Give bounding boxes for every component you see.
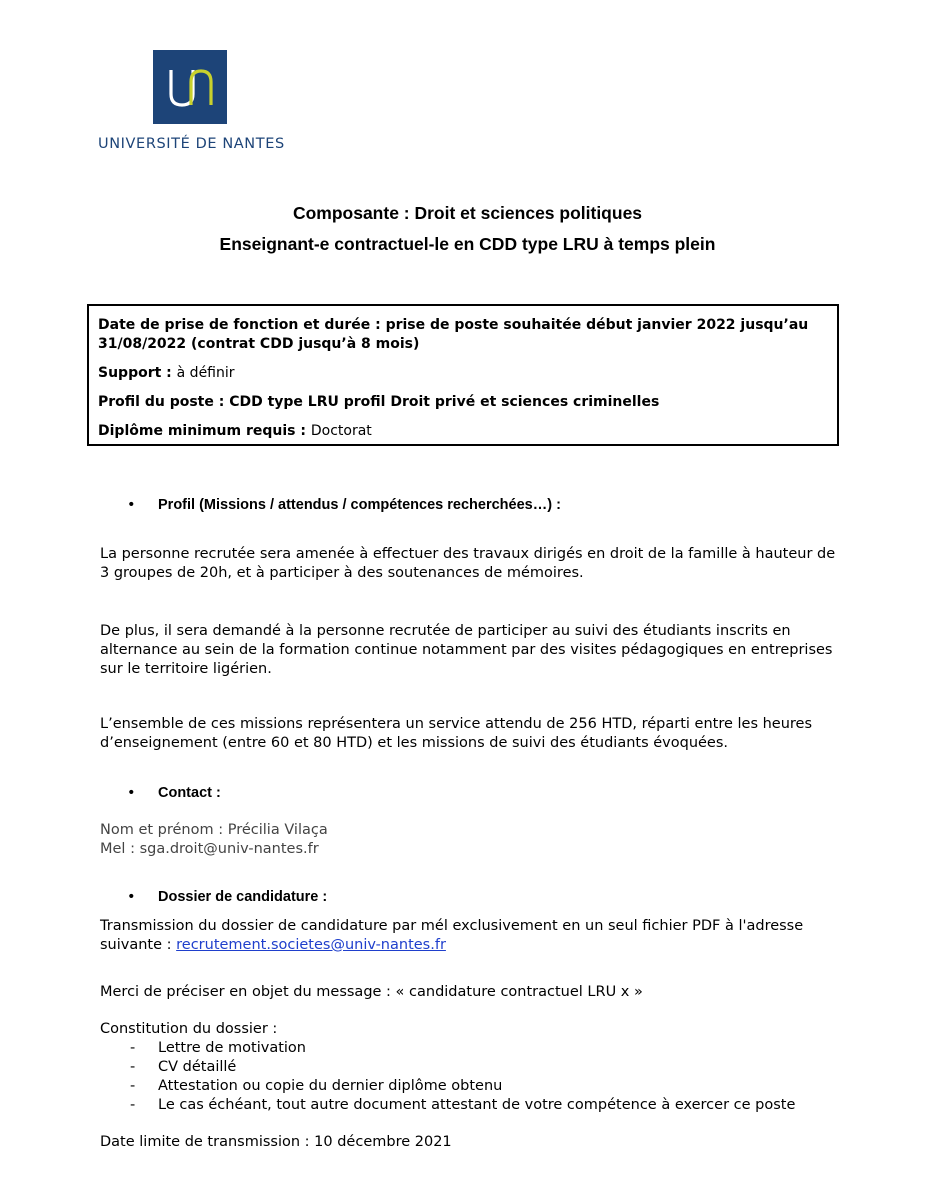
deadline-text: Date limite de transmission : 10 décembre 2021: [100, 1134, 452, 1150]
bullet-icon: •: [127, 889, 136, 905]
contact-email: Mel : sga.droit@univ-nantes.fr: [100, 841, 319, 857]
application-email-link[interactable]: recrutement.societes@univ-nantes.fr: [176, 937, 446, 953]
dossier-paragraph: [100, 917, 840, 955]
dash-bullet: -: [130, 1097, 136, 1113]
list-item-text: CV détaillé: [158, 1059, 237, 1075]
profile-line: [98, 393, 827, 412]
profil-heading: [127, 497, 561, 513]
bullet-icon: •: [127, 497, 136, 513]
dossier-heading-text: Dossier de candidature :: [158, 889, 328, 905]
profil-paragraph-2: [100, 622, 840, 679]
profile-label: Profil du poste :: [98, 394, 230, 410]
dash-bullet: -: [130, 1040, 136, 1056]
dossier-text: [100, 917, 840, 955]
support-value: à définir: [176, 365, 235, 381]
list-item: [100, 1096, 795, 1115]
diploma-label: Diplôme minimum requis :: [98, 423, 311, 439]
deadline: [100, 1133, 840, 1152]
profil-paragraph-1: [100, 545, 840, 583]
bullet-icon: •: [127, 785, 136, 801]
dash-bullet: -: [130, 1059, 136, 1075]
contact-heading-text: Contact :: [158, 785, 221, 801]
job-info-box: [87, 304, 839, 446]
contact-heading: [127, 785, 221, 801]
page-title-composante: Composante : Droit et sciences politiques: [292, 203, 643, 223]
profil-p3-text: L’ensemble de ces missions représentera un service attendu de 256 HTD, réparti entre les heures d’enseignement (entre 60 et 80 HTD) et les missions de suivi des étudiants évoquées.: [100, 716, 813, 751]
dossier-objet: [100, 983, 840, 1002]
profile-value: CDD type LRU profil Droit privé et sciences criminelles: [229, 394, 660, 410]
diploma-value: Doctorat: [310, 423, 372, 439]
list-item-text: Attestation ou copie du dernier diplôme obtenu: [158, 1078, 503, 1094]
list-item: [100, 1039, 795, 1058]
list-item: [100, 1077, 795, 1096]
logo-emblem: [153, 50, 227, 124]
list-item-text: Le cas échéant, tout autre document attestant de votre compétence à exercer ce poste: [158, 1097, 796, 1113]
dash-bullet: -: [130, 1078, 136, 1094]
profil-paragraph-3: [100, 715, 840, 753]
dossier-intro: Transmission du dossier de candidature par mél exclusivement en un seul fichier PDF à l'adresse suivante :: [100, 918, 804, 953]
support-label: Support :: [98, 365, 177, 381]
start-date-value: prise de poste souhaitée début janvier 2022 jusqu’au 31/08/2022 (contrat CDD jusqu’à 8 mois): [98, 317, 809, 352]
profil-heading-text: Profil (Missions / attendus / compétences recherchées…) :: [158, 497, 561, 513]
contact-name: Nom et prénom : Précilia Vilaça: [100, 822, 328, 838]
page-title-poste: Enseignant-e contractuel-le en CDD type LRU à temps plein: [219, 234, 716, 254]
start-date-label: Date de prise de fonction et durée :: [98, 317, 386, 333]
profil-p2-text: De plus, il sera demandé à la personne recrutée de participer au suivi des étudiants inscrits en alternance au sein de la formation continue notamment par des visites pédagogiques en entreprises sur le territoire ligérien.: [100, 623, 833, 677]
dossier-heading: [127, 889, 327, 905]
contact-block: [100, 821, 840, 859]
profil-p1-text: La personne recrutée sera amenée à effectuer des travaux dirigés en droit de la famille à hauteur de 3 groupes de 20h, et à participer à des soutenances de mémoires.: [100, 546, 836, 581]
constitution-list: [100, 1020, 795, 1115]
diploma-line: [98, 422, 827, 441]
support-line: [98, 364, 827, 383]
constitution-title: Constitution du dossier :: [100, 1021, 278, 1037]
start-date-line: [98, 316, 827, 354]
logo-wordmark: UNIVERSITÉ DE NANTES: [98, 136, 285, 152]
dossier-objet-text: Merci de préciser en objet du message : « candidature contractuel LRU x »: [100, 984, 643, 1000]
list-item-text: Lettre de motivation: [158, 1040, 306, 1056]
list-item: [100, 1058, 795, 1077]
